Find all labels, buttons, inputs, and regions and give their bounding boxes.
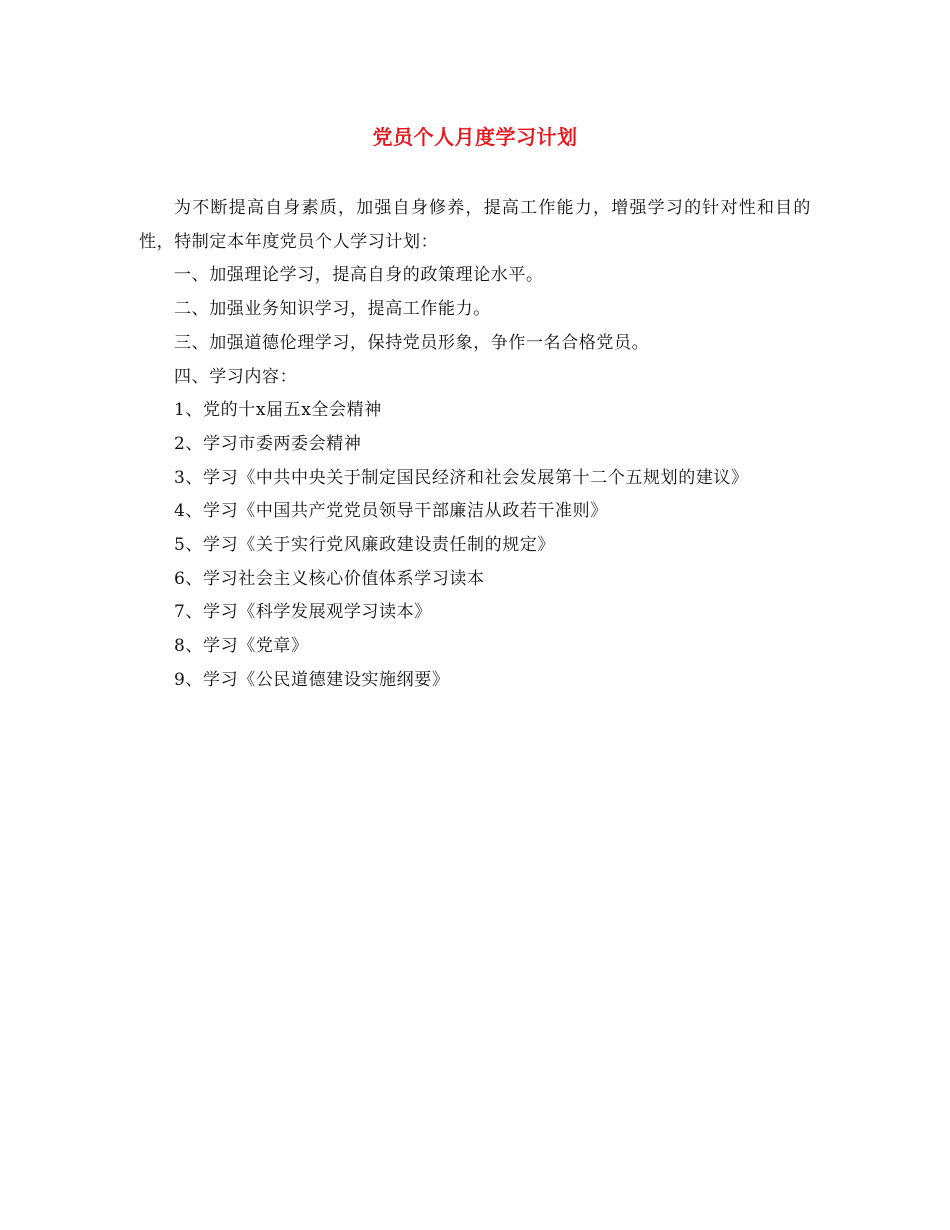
document-body — [139, 192, 811, 698]
plan-point: 二、加强业务知识学习，提高工作能力。 — [174, 299, 491, 320]
plan-point: 一、加强理论学习，提高自身的政策理论水平。 — [174, 265, 544, 286]
study-item: 5、学习《关于实行党风廉政建设责任制的规定》 — [174, 535, 556, 556]
document-title: 党员个人月度学习计划 — [372, 125, 578, 149]
study-item: 9、学习《公民道德建设实施纲要》 — [174, 669, 450, 690]
study-item: 8、学习《党章》 — [174, 636, 309, 657]
study-item: 4、学习《中国共产党党员领导干部廉洁从政若干准则》 — [174, 501, 608, 522]
plan-point: 三、加强道德伦理学习，保持党员形象，争作一名合格党员。 — [174, 332, 650, 353]
intro-paragraph: 为不断提高自身素质，加强自身修养，提高工作能力，增强学习的针对性和目的性，特制定本年度党员个人学习计划： — [139, 198, 811, 252]
plan-point: 四、学习内容： — [174, 366, 298, 387]
study-item: 2、学习市委两委会精神 — [174, 433, 362, 454]
study-item: 3、学习《中共中央关于制定国民经济和社会发展第十二个五规划的建议》 — [174, 467, 749, 488]
study-item: 1、党的十x届五x全会精神 — [174, 400, 382, 421]
study-item: 6、学习社会主义核心价值体系学习读本 — [174, 568, 485, 589]
study-item: 7、学习《科学发展观学习读本》 — [174, 602, 432, 623]
